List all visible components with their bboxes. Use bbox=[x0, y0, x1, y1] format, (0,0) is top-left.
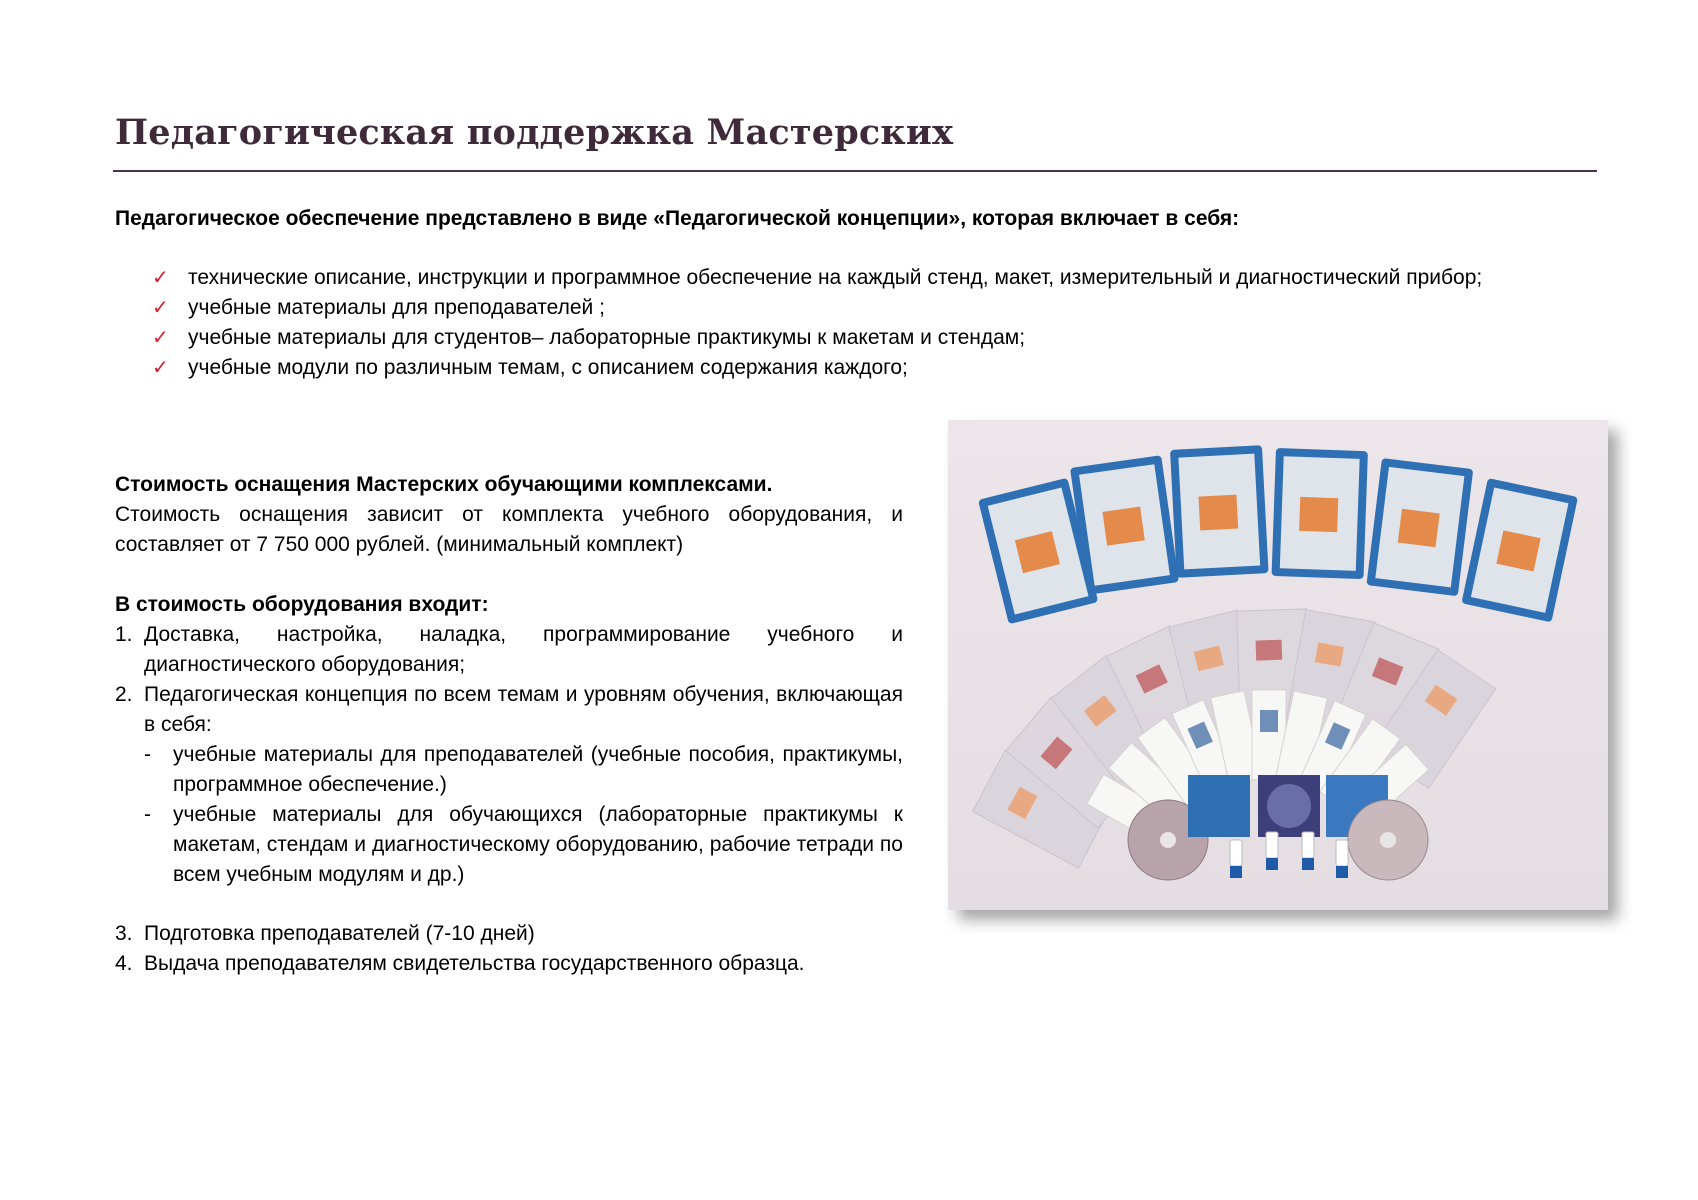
title-underline bbox=[113, 170, 1597, 172]
item-number: 3. bbox=[115, 922, 133, 945]
included-item bbox=[115, 949, 903, 979]
included-heading: В стоимость оборудования входит: bbox=[115, 593, 489, 616]
cost-paragraph: Стоимость оснащения зависит от комплекта учебного оборудования, и составляет от 7 750 000 рублей. (минимальный комплект) bbox=[115, 503, 903, 556]
concept-checklist bbox=[152, 263, 1528, 383]
subitem-dash: - bbox=[144, 803, 151, 826]
item-text: Выдача преподавателям свидетельства государственного образца. bbox=[144, 952, 805, 975]
checklist-item bbox=[152, 263, 1528, 293]
item-number: 2. bbox=[115, 683, 133, 706]
teaching-kit-illustration bbox=[948, 420, 1608, 910]
checklist-item bbox=[152, 293, 1528, 323]
checkmark-icon: ✓ bbox=[152, 297, 169, 319]
intro-paragraph: Педагогическое обеспечение представлено в виде «Педагогической концепции», которая включает в себя: bbox=[115, 207, 1240, 230]
included-subitem bbox=[144, 740, 903, 800]
item-text: Подготовка преподавателей (7-10 дней) bbox=[144, 922, 535, 945]
subitem-text: учебные материалы для преподавателей (учебные пособия, практикумы, программное обеспечение.) bbox=[173, 743, 903, 796]
subitem-dash: - bbox=[144, 743, 151, 766]
subitem-text: учебные материалы для обучающихся (лабораторные практикумы к макетам, стендам и диагностическому оборудованию, рабочие тетради по всем учебным модулям и др.) bbox=[173, 803, 903, 886]
included-item bbox=[115, 680, 903, 740]
cost-heading: Стоимость оснащения Мастерских обучающими комплексами. bbox=[115, 473, 773, 496]
teaching-kit-photo bbox=[948, 420, 1608, 910]
included-item bbox=[115, 620, 903, 680]
checklist-item-text: учебные материалы для преподавателей ; bbox=[188, 296, 605, 319]
item-number: 4. bbox=[115, 952, 133, 975]
included-item bbox=[115, 919, 903, 949]
item-text: Доставка, настройка, наладка, программирование учебного и диагностического оборудования; bbox=[144, 623, 903, 676]
included-subitem bbox=[144, 800, 903, 890]
checkmark-icon: ✓ bbox=[152, 357, 169, 379]
checkmark-icon: ✓ bbox=[152, 267, 169, 289]
checklist-item-text: технические описание, инструкции и программное обеспечение на каждый стенд, макет, измерительный и диагностический прибор; bbox=[188, 266, 1483, 289]
item-text: Педагогическая концепция по всем темам и уровням обучения, включающая в себя: bbox=[144, 683, 903, 736]
item-number: 1. bbox=[115, 623, 133, 646]
checkmark-icon: ✓ bbox=[152, 327, 169, 349]
checklist-item bbox=[152, 323, 1528, 353]
checklist-item-text: учебные материалы для студентов– лабораторные практикумы к макетам и стендам; bbox=[188, 326, 1026, 349]
page-title: Педагогическая поддержка Мастерских bbox=[115, 112, 954, 153]
checklist-item-text: учебные модули по различным темам, с описанием содержания каждого; bbox=[188, 356, 908, 379]
checklist-item bbox=[152, 353, 908, 383]
